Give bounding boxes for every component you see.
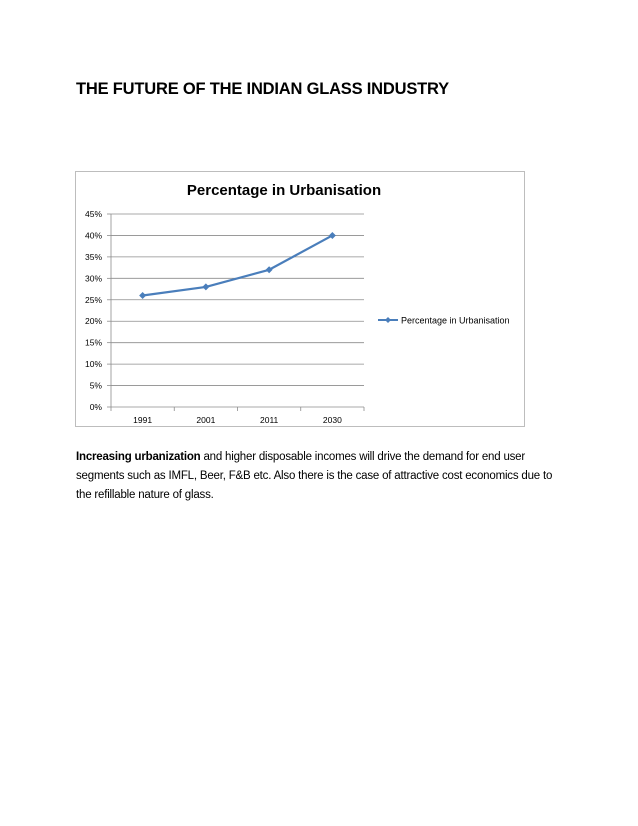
legend-swatch-marker: [385, 317, 391, 323]
legend-label: Percentage in Urbanisation: [401, 315, 510, 326]
y-tick-label: 25%: [84, 294, 102, 305]
x-tick-label: 2001: [196, 415, 216, 425]
y-tick-label: 10%: [84, 359, 102, 370]
chart-title: Percentage in Urbanisation: [186, 182, 382, 199]
paragraph-line-3: the refillable nature of glass.: [76, 489, 214, 501]
body-paragraph: [76, 448, 576, 505]
data-point-marker: [202, 283, 209, 290]
y-tick-label: 15%: [84, 337, 102, 348]
y-tick-label: 30%: [84, 273, 102, 284]
chart-x-axis: [111, 407, 364, 425]
paragraph-line-1: [76, 448, 576, 467]
chart-gridlines: [107, 214, 364, 407]
x-tick-label: 2030: [322, 415, 342, 425]
chart-canvas: [76, 172, 526, 428]
y-tick-label: 20%: [84, 316, 102, 327]
paragraph-line-1-rest: and higher disposable incomes will drive the demand for end user: [200, 451, 526, 463]
paragraph-emphasis: Increasing urbanization: [76, 451, 201, 463]
y-tick-label: 35%: [84, 251, 102, 262]
chart-y-axis: [85, 209, 111, 412]
series-line: [143, 235, 333, 295]
x-tick-label: 1991: [133, 415, 153, 425]
y-tick-label: 40%: [84, 230, 102, 241]
x-tick-label: 2011: [259, 415, 279, 425]
chart-series-line: [139, 232, 336, 299]
y-tick-label: 5%: [89, 380, 102, 391]
y-tick-label: 45%: [84, 209, 102, 219]
page-title: THE FUTURE OF THE INDIAN GLASS INDUSTRY: [76, 80, 449, 98]
data-point-marker: [139, 292, 146, 299]
y-tick-label: 0%: [89, 402, 102, 412]
paragraph-line-2: segments such as IMFL, Beer, F&B etc. Also there is the case of attractive cost economics due to: [76, 470, 553, 482]
urbanisation-chart: [75, 171, 525, 427]
chart-legend: [378, 316, 510, 326]
